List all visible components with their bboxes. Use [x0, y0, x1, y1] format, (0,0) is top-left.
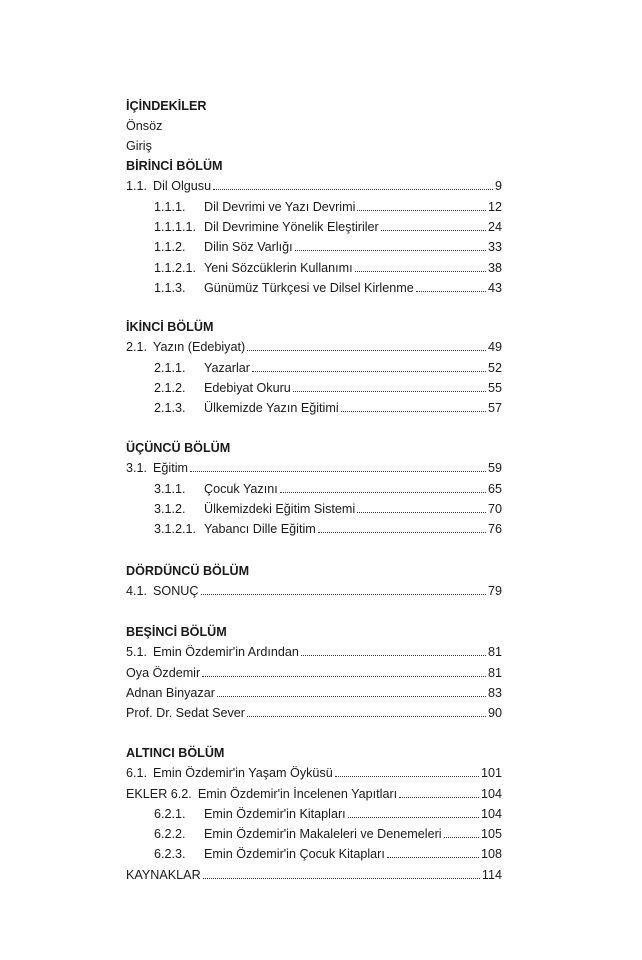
toc-entry-number: 4.1. — [126, 584, 148, 598]
toc-entry-number: EKLER 6.2. — [126, 787, 192, 801]
toc-entry-page: 12 — [487, 200, 502, 214]
toc-entry-title: Yeni Sözcüklerin Kullanımı — [204, 261, 353, 275]
toc-entry-title: Günümüz Türkçesi ve Dilsel Kirlenme — [204, 281, 414, 295]
toc-entry-number: 6.2.2. — [154, 827, 186, 841]
dot-leader — [301, 654, 486, 656]
toc-entry-title: Prof. Dr. Sedat Sever — [126, 706, 245, 720]
toc-entry-title: Dil Olgusu — [153, 179, 212, 193]
toc-entry[interactable] — [154, 197, 502, 217]
toc-entry-title: Emin Özdemir'in Ardından — [153, 645, 299, 659]
toc-entry[interactable] — [154, 278, 502, 298]
toc-entry-page: 33 — [487, 240, 502, 254]
toc-entry-page: 57 — [487, 401, 502, 415]
toc-entry-page: 105 — [480, 827, 502, 841]
toc-entry-title: Adnan Binyazar — [126, 686, 215, 700]
toc-entry-number: 1.1.2.1. — [154, 261, 197, 275]
toc-entry-number: 3.1.1. — [154, 482, 186, 496]
toc-entry-number: 3.1. — [126, 461, 148, 475]
toc-entry-title: Emin Özdemir'in Çocuk Kitapları — [204, 847, 385, 861]
toc-entry-title: Dilin Söz Varlığı — [204, 240, 293, 254]
toc-entry-page: 59 — [487, 461, 502, 475]
toc-entry-title: Ülkemizde Yazın Eğitimi — [204, 401, 339, 415]
dot-leader — [293, 390, 486, 392]
dot-leader — [203, 877, 480, 879]
dot-leader — [190, 470, 486, 472]
dot-leader — [202, 675, 486, 677]
toc-entry-title: Yazarlar — [204, 361, 250, 375]
dot-leader — [381, 229, 486, 231]
toc-entry-number: 1.1.3. — [154, 281, 186, 295]
toc-entry-number: 2.1.1. — [154, 361, 186, 375]
toc-entry[interactable] — [126, 642, 502, 662]
toc-entry-page: 70 — [487, 502, 502, 516]
toc-entry-page: 38 — [487, 261, 502, 275]
section-title: İKİNCİ BÖLÜM — [126, 320, 214, 334]
dot-leader — [280, 491, 486, 493]
toc-entry[interactable] — [154, 258, 502, 278]
dot-leader — [444, 836, 479, 838]
toc-entry[interactable] — [154, 398, 502, 418]
dot-leader — [247, 349, 486, 351]
dot-leader — [217, 695, 486, 697]
toc-entry[interactable] — [126, 703, 502, 723]
toc-entry-title: SONUÇ — [153, 584, 199, 598]
section-title: BİRİNCİ BÖLÜM — [126, 159, 223, 173]
toc-entry[interactable] — [154, 237, 502, 257]
dot-leader — [247, 715, 486, 717]
toc-entry[interactable] — [154, 824, 502, 844]
toc-entry-page: 65 — [487, 482, 502, 496]
dot-leader — [355, 270, 486, 272]
toc-entry-page: 108 — [480, 847, 502, 861]
dot-leader — [335, 775, 479, 777]
toc-entry-page: 104 — [480, 807, 502, 821]
toc-entry-title: Emin Özdemir'in Kitapları — [204, 807, 346, 821]
toc-entry-page: 49 — [487, 340, 502, 354]
toc-entry-title: Eğitim — [153, 461, 189, 475]
section-title: BEŞİNCİ BÖLÜM — [126, 625, 227, 639]
toc-entry[interactable] — [126, 176, 502, 196]
toc-entry-number: 1.1.1. — [154, 200, 186, 214]
toc-entry-number: 5.1. — [126, 645, 148, 659]
toc-entry-number: 3.1.2.1. — [154, 522, 197, 536]
toc-entry-page: 76 — [487, 522, 502, 536]
toc-entry-number: 6.1. — [126, 766, 148, 780]
intro-introduction: Giriş — [126, 139, 152, 153]
toc-entry-page: 79 — [487, 584, 502, 598]
toc-entry-page: 24 — [487, 220, 502, 234]
toc-entry[interactable] — [154, 844, 502, 864]
toc-entry-page: 101 — [480, 766, 502, 780]
intro-preface: Önsöz — [126, 119, 163, 133]
toc-entry-page: 55 — [487, 381, 502, 395]
dot-leader — [416, 290, 486, 292]
toc-entry[interactable] — [126, 865, 502, 885]
toc-entry-page: 81 — [487, 645, 502, 659]
toc-entry-page: 9 — [494, 179, 502, 193]
toc-entry[interactable] — [154, 804, 502, 824]
dot-leader — [213, 188, 493, 190]
dot-leader — [252, 370, 486, 372]
toc-entry-number: 1.1.1.1. — [154, 220, 197, 234]
toc-entry-page: 83 — [487, 686, 502, 700]
dot-leader — [295, 249, 486, 251]
toc-entry-title: Emin Özdemir'in Yaşam Öyküsü — [153, 766, 333, 780]
toc-entry-number: 1.1. — [126, 179, 148, 193]
toc-entry-title: KAYNAKLAR — [126, 868, 201, 882]
dot-leader — [357, 511, 486, 513]
toc-entry-title: Ülkemizdeki Eğitim Sistemi — [204, 502, 356, 516]
toc-entry-title: Edebiyat Okuru — [204, 381, 291, 395]
toc-entry-number: 1.1.2. — [154, 240, 186, 254]
toc-entry[interactable] — [126, 581, 502, 601]
toc-entry[interactable] — [154, 217, 502, 237]
section-title: ALTINCI BÖLÜM — [126, 746, 225, 760]
toc-entry-title: Yazın (Edebiyat) — [153, 340, 246, 354]
dot-leader — [357, 209, 486, 211]
toc-entry-number: 2.1.3. — [154, 401, 186, 415]
toc-entry[interactable] — [126, 683, 502, 703]
toc-entry-page: 52 — [487, 361, 502, 375]
section-title: DÖRDÜNCÜ BÖLÜM — [126, 564, 250, 578]
toc-entry-title: Çocuk Yazını — [204, 482, 278, 496]
dot-leader — [348, 816, 479, 818]
toc-entry[interactable] — [126, 784, 502, 804]
toc-entry[interactable] — [126, 663, 502, 683]
toc-entry-title: Emin Özdemir'in İncelenen Yapıtları — [197, 787, 398, 801]
toc-entry-number: 2.1. — [126, 340, 148, 354]
toc-entry-title: Emin Özdemir'in Makaleleri ve Denemeleri — [204, 827, 442, 841]
section-title: ÜÇÜNCÜ BÖLÜM — [126, 441, 231, 455]
dot-leader — [341, 410, 486, 412]
toc-entry-number: 6.2.3. — [154, 847, 186, 861]
dot-leader — [201, 593, 486, 595]
toc-entry-title: Dil Devrimi ve Yazı Devrimi — [204, 200, 356, 214]
toc-entry-page: 104 — [480, 787, 502, 801]
toc-entry[interactable] — [126, 337, 502, 357]
toc-entry-title: Oya Özdemir — [126, 666, 201, 680]
toc-entry[interactable] — [154, 479, 502, 499]
toc-entry[interactable] — [126, 458, 502, 478]
toc-entry-page: 81 — [487, 666, 502, 680]
toc-entry[interactable] — [154, 499, 502, 519]
toc-entry[interactable] — [154, 378, 502, 398]
toc-entry-title: Yabancı Dille Eğitim — [204, 522, 316, 536]
toc-heading: İÇİNDEKİLER — [126, 99, 207, 113]
toc-entry-number: 2.1.2. — [154, 381, 186, 395]
toc-entry-number: 3.1.2. — [154, 502, 186, 516]
toc-entry-title: Dil Devrimine Yönelik Eleştiriler — [204, 220, 379, 234]
toc-entry-page: 90 — [487, 706, 502, 720]
toc-entry-page: 114 — [481, 868, 502, 882]
toc-entry[interactable] — [154, 519, 502, 539]
toc-entry[interactable] — [154, 358, 502, 378]
dot-leader — [318, 531, 486, 533]
dot-leader — [387, 856, 479, 858]
toc-entry-page: 43 — [487, 281, 502, 295]
toc-entry-number: 6.2.1. — [154, 807, 186, 821]
dot-leader — [399, 796, 479, 798]
toc-entry[interactable] — [126, 763, 502, 783]
